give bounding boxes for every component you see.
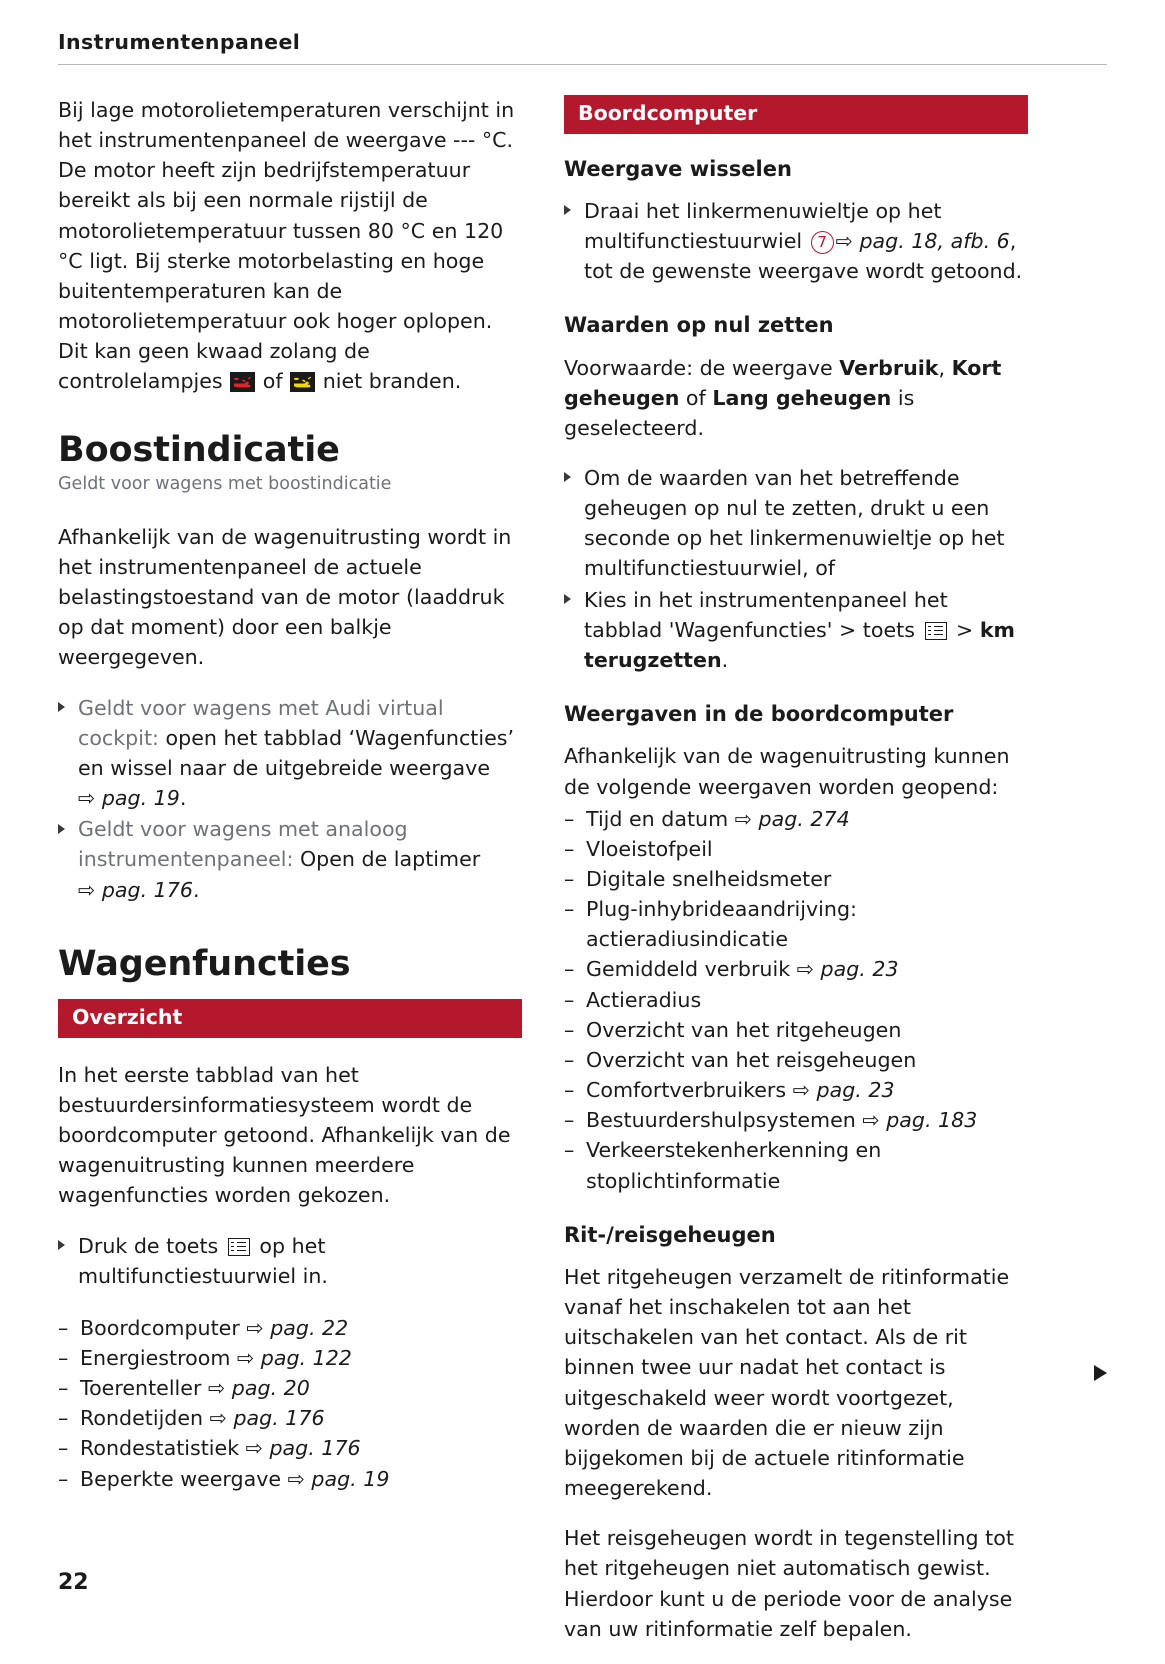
triangle-bullet-icon [58, 1240, 65, 1250]
list-item [58, 1231, 522, 1291]
bullet-body-text: open het tabblad ‘Wagenfuncties’ en wissel naar de uitgebreide weergave [78, 725, 515, 780]
page-reference: ⇨ pag. 274 [734, 806, 850, 831]
list-item [564, 864, 1028, 894]
list-item-label: Plug-inhybrideaandrijving: actieradiusindicatie [586, 897, 857, 952]
list-item-label: Digitale snelheidsmeter [586, 866, 832, 891]
displays-list [564, 804, 1028, 1196]
section-banner-boordcomputer: Boordcomputer [564, 95, 1028, 134]
two-column-layout [58, 95, 1107, 1664]
list-item [564, 463, 1028, 584]
dash-bullet-icon: – [564, 957, 575, 982]
page-reference-label: pag. 23 [820, 957, 899, 982]
list-item [58, 1373, 522, 1403]
page-number: 22 [58, 1570, 89, 1595]
page-reference-label: pag. 176 [233, 1406, 325, 1431]
page-reference: ⇨ pag. 19 [287, 1466, 390, 1491]
list-item [564, 1075, 1028, 1105]
dash-bullet-icon: – [58, 1436, 69, 1461]
dash-bullet-icon: – [58, 1376, 69, 1401]
bullet-condition-text: Geldt voor wagens met analoog instrumentenpaneel: [78, 817, 408, 872]
list-item [564, 1105, 1028, 1135]
boost-bullet-list [58, 693, 522, 905]
list-item-label: Overzicht van het reisgeheugen [586, 1047, 917, 1072]
list-item-label: Verkeerstekenherkenning en stoplichtinformatie [586, 1138, 882, 1193]
bullet-condition-text: Geldt voor wagens met Audi virtual cockpit: [78, 695, 444, 750]
precondition-text-2: , [938, 355, 952, 380]
page-reference-label: pag. 274 [758, 806, 850, 831]
page-reference-label: pag. 122 [260, 1346, 352, 1370]
section-heading-wagenfuncties: Wagenfuncties [58, 943, 351, 984]
dash-bullet-icon: – [564, 897, 575, 922]
right-column [564, 95, 1028, 1664]
list-item-label: Actieradius [586, 987, 702, 1012]
displays-intro-paragraph: Afhankelijk van de wagenuitrusting kunnen de volgende weergaven worden geopend: [564, 744, 1010, 799]
list-item [564, 585, 1028, 675]
oil-temperature-paragraph [58, 95, 522, 397]
page-reference: ⇨ pag. 176 [245, 1436, 361, 1461]
page-reference: ⇨ pag. 176 [78, 877, 193, 902]
list-item-label: Comfortverbruikers [586, 1078, 787, 1103]
list-item [58, 693, 522, 814]
precondition-text-3: of [679, 385, 713, 410]
list-item [564, 804, 1028, 834]
list-item [564, 985, 1028, 1015]
bullet-body-text: Open de laptimer [293, 847, 481, 872]
page-reference: ⇨ pag. 183 [862, 1108, 978, 1133]
triangle-bullet-icon [564, 594, 571, 604]
page-reference: ⇨ pag. 176 [209, 1406, 325, 1431]
page-turn-arrow-icon [1094, 1365, 1107, 1381]
dash-bullet-icon: – [564, 836, 575, 861]
page-reference-label: pag. 20 [231, 1376, 310, 1401]
list-item [564, 196, 1028, 286]
oil-can-yellow-icon [290, 372, 315, 392]
oil-temperature-text-3: niet branden. [316, 369, 462, 394]
bullet-text-after: , tot de gewenste weergave wordt getoond. [584, 228, 1023, 284]
dash-bullet-icon: – [564, 806, 575, 831]
dash-bullet-icon: – [58, 1315, 69, 1340]
overview-paragraph: In het eerste tabblad van het bestuurdersinformatiesysteem wordt de boordcomputer getoond. Afhankelijk van de wagenuitrusting kunnen meerdere wagenfuncties worden gekozen. [58, 1062, 511, 1208]
page-reference-label: pag. 22 [270, 1315, 349, 1340]
bullet-text-before: Draai het linkermenuwieltje op het multifunctiestuurwiel [584, 198, 942, 253]
dash-bullet-icon: – [564, 1138, 575, 1163]
oil-can-red-icon [230, 372, 255, 392]
list-item-label: Energiestroom [80, 1346, 231, 1370]
list-item-label: Boordcomputer [80, 1315, 240, 1340]
page-reference-label: pag. 23 [816, 1078, 895, 1103]
triangle-bullet-icon [564, 472, 571, 482]
dash-bullet-icon: – [564, 1108, 575, 1133]
list-item-label: Gemiddeld verbruik [586, 957, 791, 982]
callout-number-icon: 7 [811, 231, 834, 254]
dash-bullet-icon: – [564, 866, 575, 891]
section-banner-overzicht: Overzicht [58, 999, 522, 1038]
subheading-weergave-wisselen: Weergave wisselen [564, 156, 792, 181]
list-item [564, 1015, 1028, 1045]
precondition-bold-3: Lang geheugen [712, 385, 892, 410]
list-item [58, 1343, 522, 1373]
subheading-waarden-op-nul-zetten: Waarden op nul zetten [564, 313, 834, 338]
precondition-text-1: Voorwaarde: de weergave [564, 355, 840, 380]
list-item [58, 814, 522, 904]
tab-path-separator: > [949, 617, 980, 642]
weergave-wisselen-bullet-list [564, 196, 1028, 286]
dash-bullet-icon: – [564, 1017, 575, 1042]
subheading-weergaven-in-de-boordcomputer: Weergaven in de boordcomputer [564, 702, 954, 727]
precondition-paragraph [564, 353, 1028, 443]
tab-path-text-after: . [721, 647, 729, 672]
page-reference-label: pag. 18, afb. 6 [859, 228, 1010, 253]
dash-bullet-icon: – [564, 1078, 575, 1103]
dash-bullet-icon: – [58, 1406, 69, 1431]
dash-bullet-icon: – [58, 1346, 69, 1370]
reisgeheugen-paragraph: Het reisgeheugen wordt in tegenstelling tot het ritgeheugen niet automatisch gewist. Hierdoor kunt u de periode voor de analyse van uw ritinformatie zelf bepalen. [564, 1526, 1014, 1641]
list-item [58, 1464, 522, 1494]
subheading-rit-reisgeheugen: Rit-/reisgeheugen [564, 1222, 776, 1247]
press-text-before: Druk de toets [78, 1233, 225, 1258]
menu-button-icon [228, 1238, 250, 1256]
dash-bullet-icon: – [564, 987, 575, 1012]
list-item-label: Toerenteller [80, 1376, 202, 1401]
page-reference: ⇨ pag. 22 [246, 1315, 349, 1340]
triangle-bullet-icon [58, 702, 65, 712]
reset-values-bullet-list [564, 463, 1028, 675]
ritgeheugen-paragraph: Het ritgeheugen verzamelt de ritinformatie vanaf het inschakelen tot aan het uitschakelen van het contact. Als de rit binnen twee uur nadat het contact is uitgeschakeld weer wordt voortgezet, worden de waarden die er nieuw zijn bijgekomen bij de actuele ritinformatie meegerekend. [564, 1264, 1010, 1501]
page-reference: ⇨ pag. 20 [207, 1376, 310, 1401]
page-reference: ⇨ pag. 23 [796, 957, 899, 982]
precondition-bold-1: Verbruik [839, 355, 939, 380]
tab-path-action-label: km terugzetten [584, 617, 1016, 672]
list-item [564, 1135, 1028, 1195]
list-item-label: Vloeistofpeil [586, 836, 713, 861]
dash-bullet-icon: – [58, 1466, 69, 1491]
list-item [564, 1045, 1028, 1075]
page-reference: ⇨ pag. 18, afb. 6 [835, 228, 1010, 253]
list-item [58, 1313, 522, 1343]
press-button-bullet-list [58, 1231, 522, 1291]
bullet-tail-text: . [192, 877, 200, 902]
bullet-tail-text: . [179, 786, 187, 811]
precondition-text-4: is geselecteerd. [564, 385, 915, 440]
left-column [58, 95, 522, 1514]
list-item [58, 1433, 522, 1463]
list-item-label: Rondestatistiek [80, 1436, 240, 1461]
list-item [58, 1403, 522, 1433]
page-reference-label: pag. 176 [269, 1436, 361, 1461]
page-reference: ⇨ pag. 122 [236, 1346, 352, 1370]
list-item-label: Om de waarden van het betreffende geheugen op nul te zetten, drukt u een seconde op het linkermenuwieltje op het multifunctiestuurwiel, of [584, 466, 1005, 581]
dash-bullet-icon: – [564, 1047, 575, 1072]
list-item [564, 834, 1028, 864]
page-reference-label: pag. 183 [886, 1108, 978, 1133]
running-head: Instrumentenpaneel [58, 30, 301, 54]
page-reference-label: pag. 176 [101, 877, 193, 902]
page-reference: ⇨ pag. 23 [792, 1078, 895, 1103]
list-item-label: Overzicht van het ritgeheugen [586, 1017, 902, 1042]
page-reference-label: pag. 19 [101, 786, 180, 811]
menu-button-icon [925, 622, 947, 640]
list-item-label: Rondetijden [80, 1406, 204, 1431]
page-reference: ⇨ pag. 19 [78, 786, 180, 811]
triangle-bullet-icon [58, 824, 65, 834]
press-text-after: op het multifunctiestuurwiel in. [78, 1233, 328, 1288]
tab-path-text-before: Kies in het instrumentenpaneel het tabblad 'Wagenfuncties' > toets [584, 587, 948, 642]
wagenfuncties-list [58, 1313, 522, 1494]
header-divider [58, 64, 1107, 65]
oil-temperature-text-1: Bij lage motorolietemperaturen verschijnt in het instrumentenpaneel de weergave --- °C. De motor heeft zijn bedrijfstemperatuur bereikt als bij een normale rijstijl de motorolietemperatuur tussen 80 °C en 120 °C ligt. Bij sterke motorbelasting en hoge buitentemperaturen kan de motorolietemperatuur ook hoger oplopen. Dit kan geen kwaad zolang de controlelampjes [58, 98, 515, 394]
list-item [564, 894, 1028, 954]
list-item-label: Tijd en datum [586, 806, 729, 831]
chapter-applies-note: Geldt voor wagens met boostindicatie [58, 474, 392, 495]
list-item-label: Beperkte weergave [80, 1466, 282, 1491]
list-item [564, 954, 1028, 984]
boost-paragraph: Afhankelijk van de wagenuitrusting wordt in het instrumentenpaneel de actuele belastingstoestand van de motor (laaddruk op dat moment) door een balkje weergegeven. [58, 524, 512, 670]
precondition-bold-2: Kort geheugen [564, 355, 1002, 410]
page-reference-label: pag. 19 [311, 1466, 390, 1491]
list-item-label: Bestuurdershulpsystemen [586, 1108, 856, 1133]
chapter-heading-boostindicatie: Boostindicatie [58, 429, 340, 470]
triangle-bullet-icon [564, 205, 571, 215]
oil-temperature-text-2: of [256, 369, 290, 394]
